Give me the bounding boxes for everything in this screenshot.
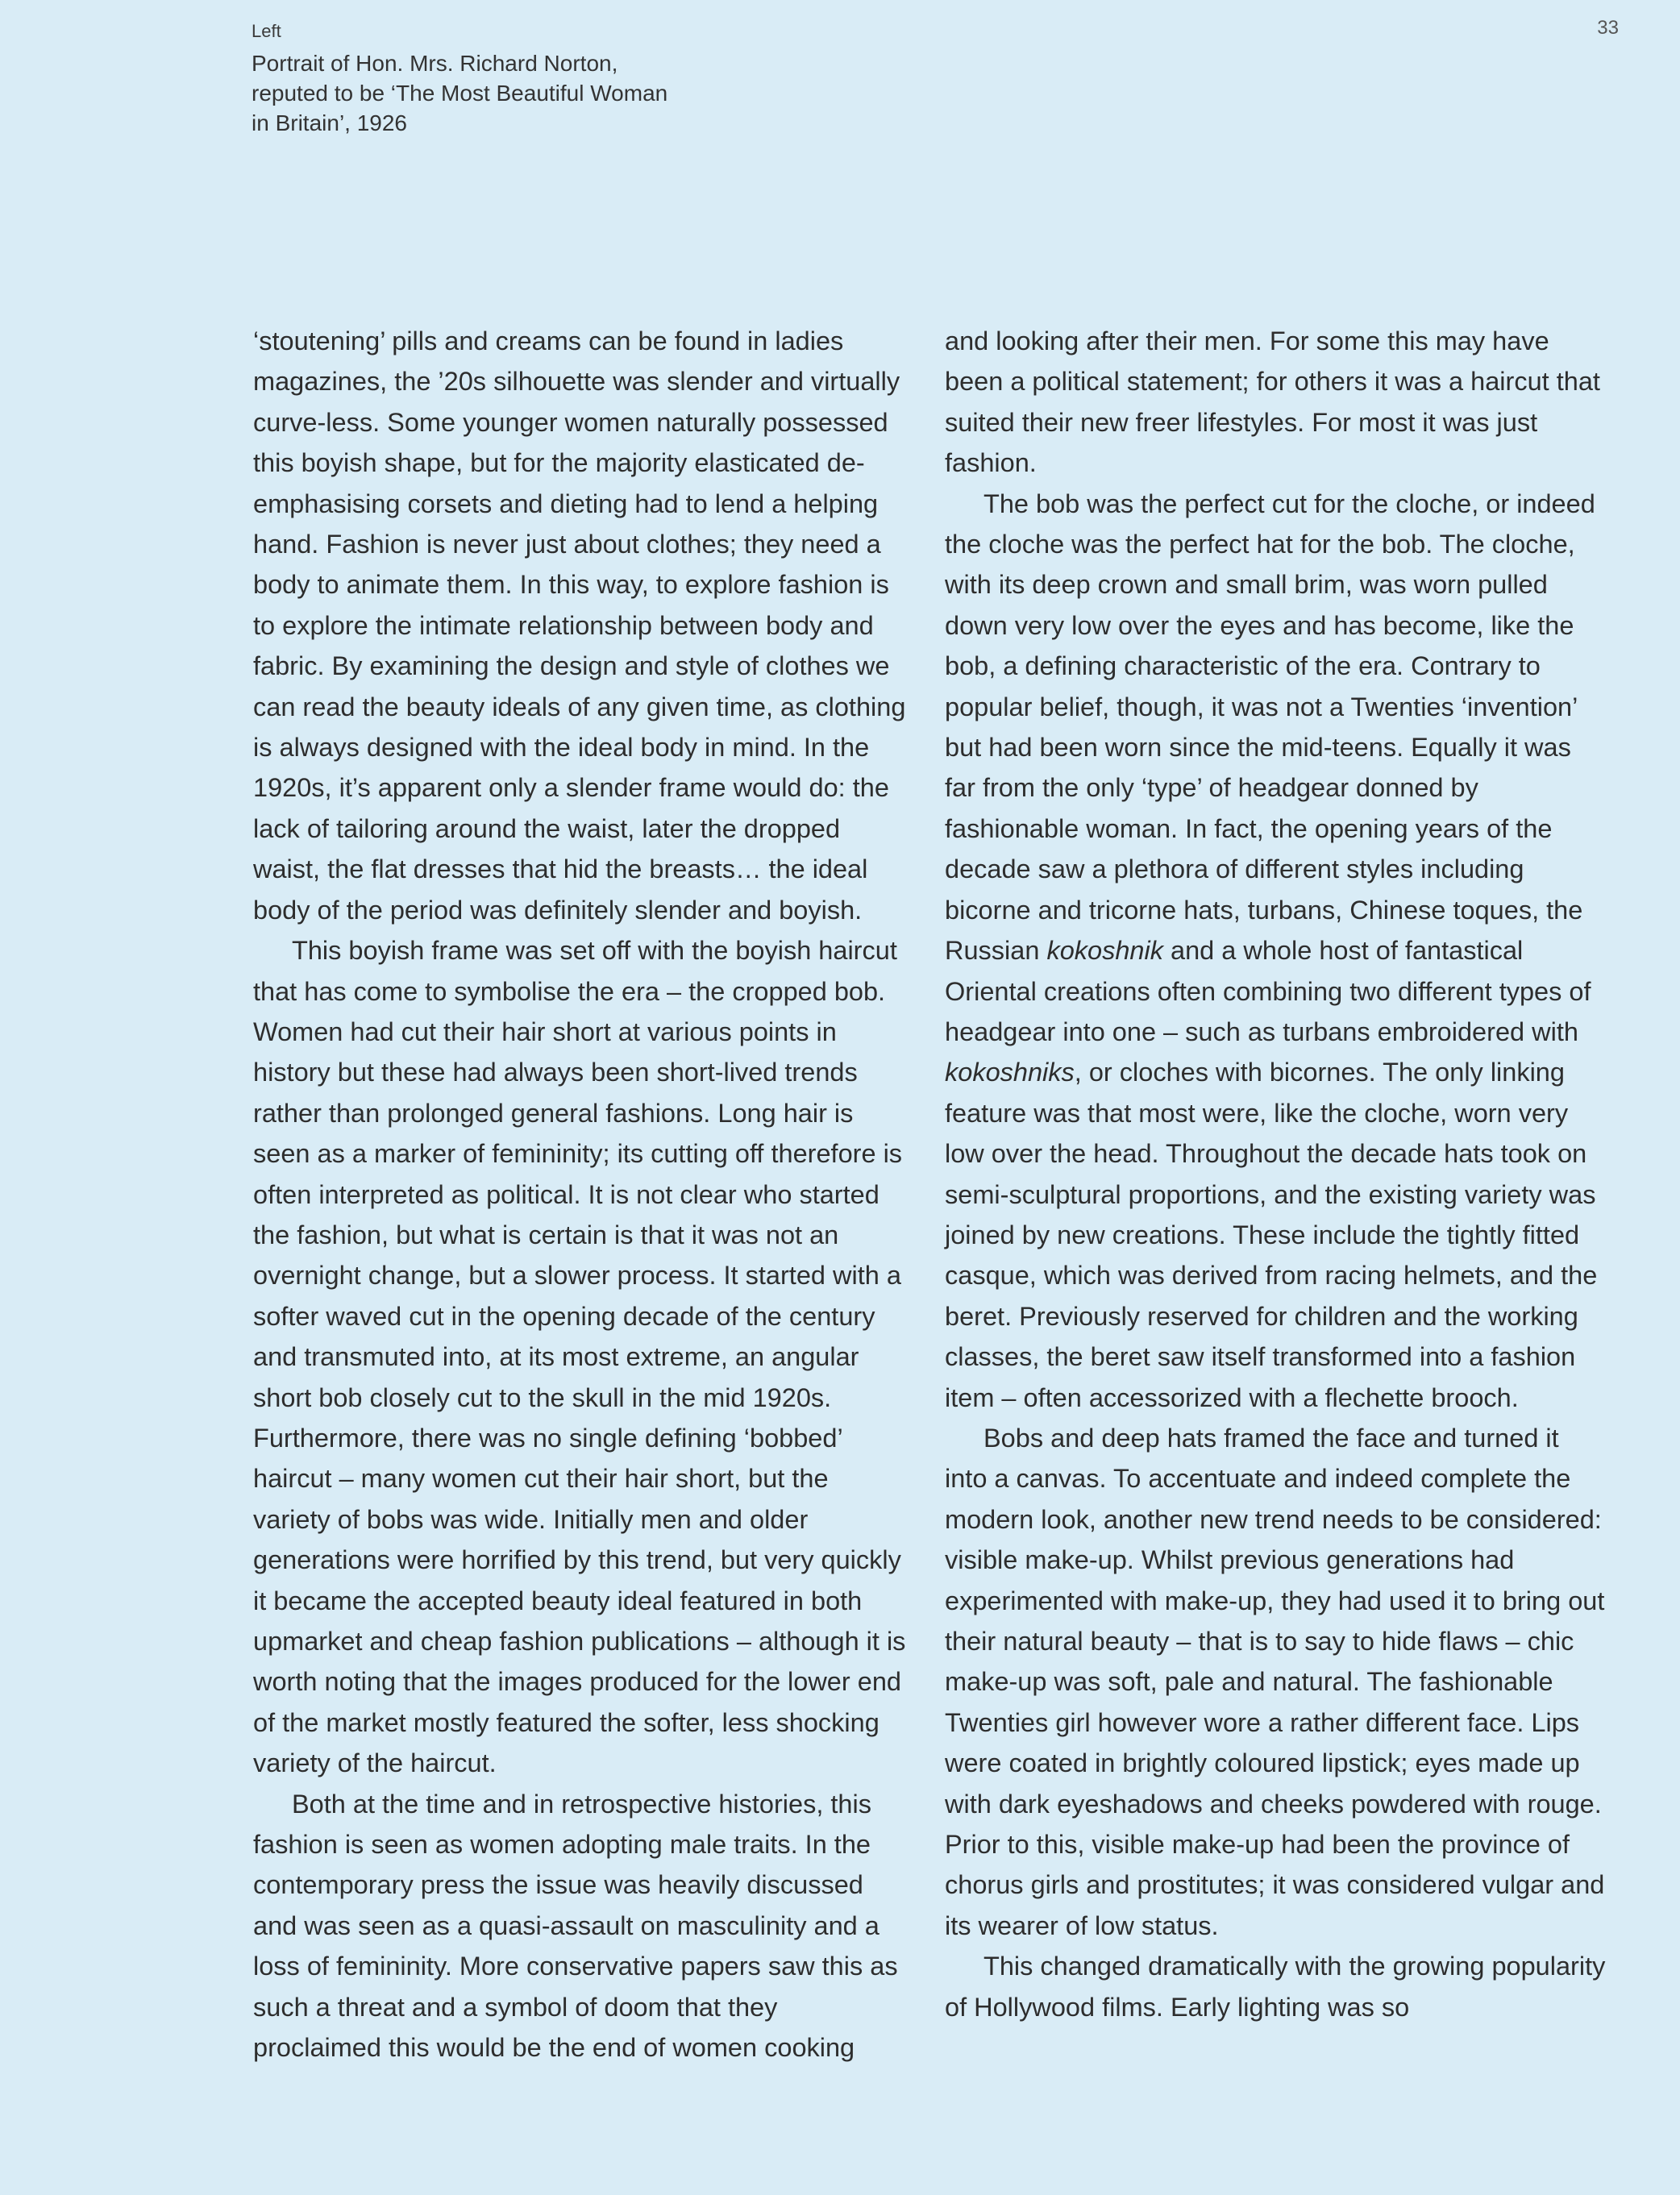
paragraph-text: , or cloches with bicornes. The only linking feature was that most were, like the cloche, worn very low over the head. Throughout the decade hats took on semi-sculptural proportions, and the existing variety was joined by new creations. These include the tightly fitted casque, which was derived from racing helmets, and the beret. Previously reserved for children and the working classes, the beret saw itself transformed into a fashion item – often accessorized with a flechette brooch. (945, 1058, 1598, 1412)
caption-line: in Britain’, 1926 (252, 110, 408, 135)
left-text-column (253, 321, 906, 2068)
right-text-column (945, 321, 1606, 2027)
body-paragraph: Bobs and deep hats framed the face and turned it into a canvas. To accentuate and indeed complete the modern look, another new trend needs to be considered: visible make-up. Whilst previous generations had experimented with make-up, they had used it to bring out their natural beauty – that is to say to hide flaws – chic make-up was soft, pale and natural. The fashionable Twenties girl however wore a rather different face. Lips were coated in brightly coloured lipstick; eyes made up with dark eyeshadows and cheeks powdered with rouge. Prior to this, visible make-up had been the province of chorus girls and prostitutes; it was considered vulgar and its wearer of low status. (945, 1423, 1605, 1940)
body-paragraph: ‘stoutening’ pills and creams can be found in ladies magazines, the ’20s silhouette was slender and virtually curve-less. Some younger women naturally possessed this boyish shape, but for the majority elasticated de-emphasising corsets and dieting had to lend a helping hand. Fashion is never just about clothes; they need a body to animate them. In this way, to explore fashion is to explore the intimate relationship between body and fabric. By examining the design and style of clothes we can read the beauty ideals of any given time, as clothing is always designed with the ideal body in mind. In the 1920s, it’s apparent only a slender frame would do: the lack of tailoring around the waist, later the dropped waist, the flat dresses that hid the breasts… the ideal body of the period was definitely slender and boyish. (253, 326, 906, 925)
paragraph-text: and a whole host of fantastical Oriental creations often combining two different types of headgear into one – such as turbans embroidered with (945, 936, 1591, 1046)
italic-term: kokoshniks (945, 1058, 1075, 1087)
caption-line: Portrait of Hon. Mrs. Richard Norton, (252, 51, 618, 76)
page-number: 33 (1597, 17, 1619, 39)
caption-line: reputed to be ‘The Most Beautiful Woman (252, 81, 668, 106)
italic-term: kokoshnik (1046, 936, 1163, 966)
image-caption (252, 19, 816, 138)
body-paragraph: Both at the time and in retrospective histories, this fashion is seen as women adopting male traits. In the contemporary press the issue was heavily discussed and was seen as a quasi-assault on masculinity and a loss of femininity. More conservative papers saw this as such a threat and a symbol of doom that they proclaimed this would be the end of women cooking (253, 1789, 898, 2063)
paragraph-text: The bob was the perfect cut for the cloche, or indeed the cloche was the perfect hat for the bob. The cloche, with its deep crown and small brim, was worn pulled down very low over the eyes and has become, like the bob, a defining characteristic of the era. Contrary to popular belief, though, it was not a Twenties ‘invention’ but had been worn since the mid-teens. Equally it was far from the only ‘type’ of headgear donned by fashionable woman. In fact, the opening years of the decade saw a plethora of different styles including bicorne and tricorne hats, turbans, Chinese toques, the Russian (945, 488, 1595, 966)
body-paragraph: This boyish frame was set off with the boyish haircut that has come to symbolise the era – the cropped bob. Women had cut their hair short at various points in history but these had always been short-lived trends rather than prolonged general fashions. Long hair is seen as a marker of femininity; its cutting off therefore is often interpreted as political. It is not clear who started the fashion, but what is certain is that it was not an overnight change, but a slower process. It started with a softer waved cut in the opening decade of the century and transmuted into, at its most extreme, an angular short bob closely cut to the skull in the mid 1920s. Furthermore, there was no single defining ‘bobbed’ haircut – many women cut their hair short, but the variety of bobs was wide. Initially men and older generations were horrified by this trend, but very quickly it became the accepted beauty ideal featured in both upmarket and cheap fashion publications – although it is worth noting that the images produced for the lower end of the market mostly featured the softer, less shocking variety of the haircut. (253, 936, 906, 1778)
body-paragraph (945, 484, 1606, 1418)
caption-label: Left (252, 21, 281, 41)
body-paragraph: This changed dramatically with the growing popularity of Hollywood films. Early lighting was so (945, 1952, 1606, 2022)
caption-text (252, 48, 816, 138)
body-paragraph: and looking after their men. For some this may have been a political statement; for others it was a haircut that suited their new freer lifestyles. For most it was just fashion. (945, 326, 1600, 478)
